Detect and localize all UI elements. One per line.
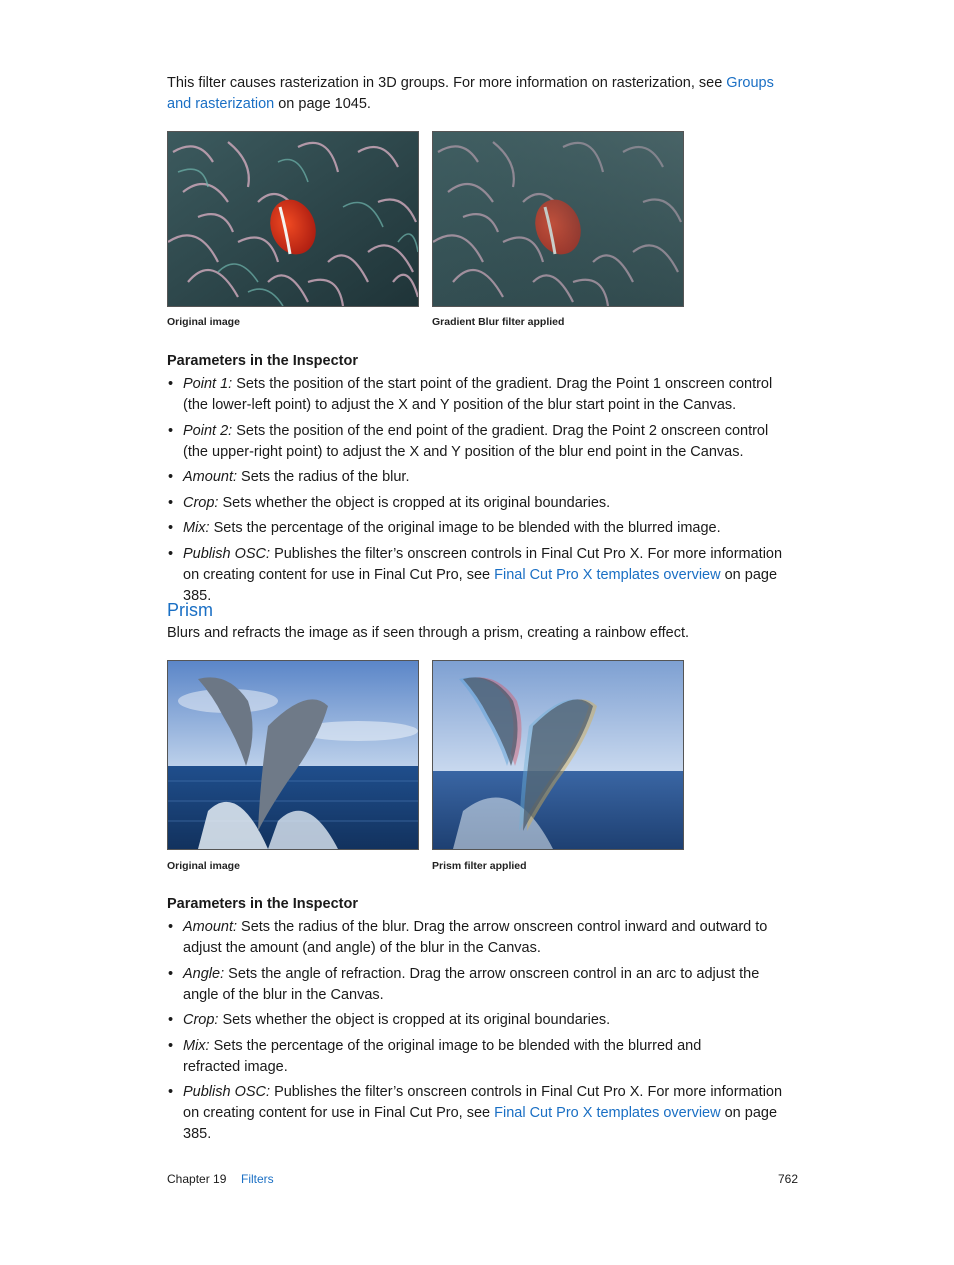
dolphins-prism-image (432, 660, 684, 850)
bullet: • (168, 376, 174, 392)
list-item (167, 1010, 797, 1031)
param-desc: Sets the position of the end point of the gradient. Drag the Point 2 onscreen control (the upper-right point) to adjust the X and Y position of the blur end point in the Canvas. (183, 422, 769, 460)
param-desc: Sets the percentage of the original image to be blended with the blurred and refracted image. (183, 1037, 702, 1075)
param-desc: Sets whether the object is cropped at its original boundaries. (218, 494, 611, 511)
footer-chapter: Chapter 19 (167, 1172, 227, 1186)
bullet: • (168, 1084, 174, 1100)
bullet: • (168, 520, 174, 536)
figure2-left-caption: Original image (167, 860, 240, 872)
param-desc: Sets the angle of refraction. Drag the arrow onscreen control in an arc to adjust the angle of the blur in the Canvas. (183, 965, 760, 1003)
templates-overview-link[interactable]: Final Cut Pro X templates overview (494, 566, 721, 583)
list-item (167, 1036, 797, 1078)
param-desc-after: on page 385. (183, 566, 778, 604)
list-item (167, 493, 797, 514)
param-term: Mix: (183, 520, 210, 536)
bullet: • (168, 545, 174, 562)
prism-heading: Prism (167, 600, 213, 620)
param-term: Publish OSC: (183, 1084, 271, 1100)
bullet: • (168, 965, 174, 982)
intro-text-after: on page 1045. (274, 96, 371, 112)
figure1-left-caption: Original image (167, 316, 240, 328)
clownfish-original-image (167, 131, 419, 307)
bullet: • (168, 469, 174, 485)
param-term: Amount: (183, 919, 237, 935)
gradient-blur-figure (167, 131, 687, 336)
param-desc: Sets the percentage of the original image to be blended with the blurred image. (209, 520, 721, 536)
param-term: Mix: (183, 1037, 210, 1054)
param-term: Point 2: (183, 422, 233, 439)
param-desc: Sets the position of the start point of the gradient. Drag the Point 1 onscreen control (the lower-left point) to adjust the X and Y position of the blur start point in the Canvas. (183, 376, 773, 413)
prism-params-title: Parameters in the Inspector (167, 896, 358, 912)
dolphins-original-image (167, 660, 419, 850)
param-term: Amount: (183, 469, 237, 485)
list-item (167, 374, 797, 416)
list-item (167, 518, 797, 539)
figure1-right-caption: Gradient Blur filter applied (432, 316, 565, 328)
prism-figure (167, 660, 687, 880)
bullet: • (168, 919, 174, 935)
footer-chapter-link[interactable]: Filters (241, 1172, 274, 1186)
prism-params-list (167, 917, 797, 1150)
gradient-params-list (167, 374, 797, 611)
clownfish-gradient-blur-image (432, 131, 684, 307)
param-desc-after: on page 385. (183, 1105, 778, 1142)
intro-text: This filter causes rasterization in 3D groups. For more information on rasterization, see (167, 75, 727, 91)
param-desc: Sets whether the object is cropped at its original boundaries. (218, 1012, 611, 1028)
list-item (167, 964, 797, 1006)
param-desc: Sets the radius of the blur. Drag the arrow onscreen control inward and outward to adjust the amount (and angle) of the blur in the Canvas. (183, 919, 768, 956)
figure2-right-caption: Prism filter applied (432, 860, 527, 872)
param-term: Point 1: (183, 376, 233, 392)
prism-description: Blurs and refracts the image as if seen through a prism, creating a rainbow effect. (167, 625, 689, 641)
list-item (167, 421, 797, 463)
list-item (167, 917, 797, 959)
param-term: Publish OSC: (183, 545, 271, 562)
list-item (167, 467, 797, 488)
param-desc: Sets the radius of the blur. (237, 469, 410, 485)
bullet: • (168, 422, 174, 439)
bullet: • (168, 494, 174, 511)
param-desc: Publishes the filter’s onscreen controls in Final Cut Pro X. For more information on creating content for use in Final Cut Pro, see (183, 545, 783, 583)
gradient-params-title: Parameters in the Inspector (167, 353, 358, 369)
param-term: Crop: (183, 494, 219, 511)
bullet: • (168, 1012, 174, 1028)
footer-page-number: 762 (777, 1172, 798, 1186)
templates-overview-link[interactable]: Final Cut Pro X templates overview (494, 1105, 721, 1121)
list-item (167, 1082, 797, 1145)
param-term: Angle: (183, 965, 225, 982)
groups-rasterization-link[interactable]: Groups and rasterization (167, 75, 774, 112)
param-term: Crop: (183, 1012, 219, 1028)
param-desc: Publishes the filter’s onscreen controls in Final Cut Pro X. For more information on creating content for use in Final Cut Pro, see (183, 1084, 783, 1121)
intro-paragraph (167, 73, 787, 115)
list-item (167, 544, 797, 607)
bullet: • (168, 1037, 174, 1054)
